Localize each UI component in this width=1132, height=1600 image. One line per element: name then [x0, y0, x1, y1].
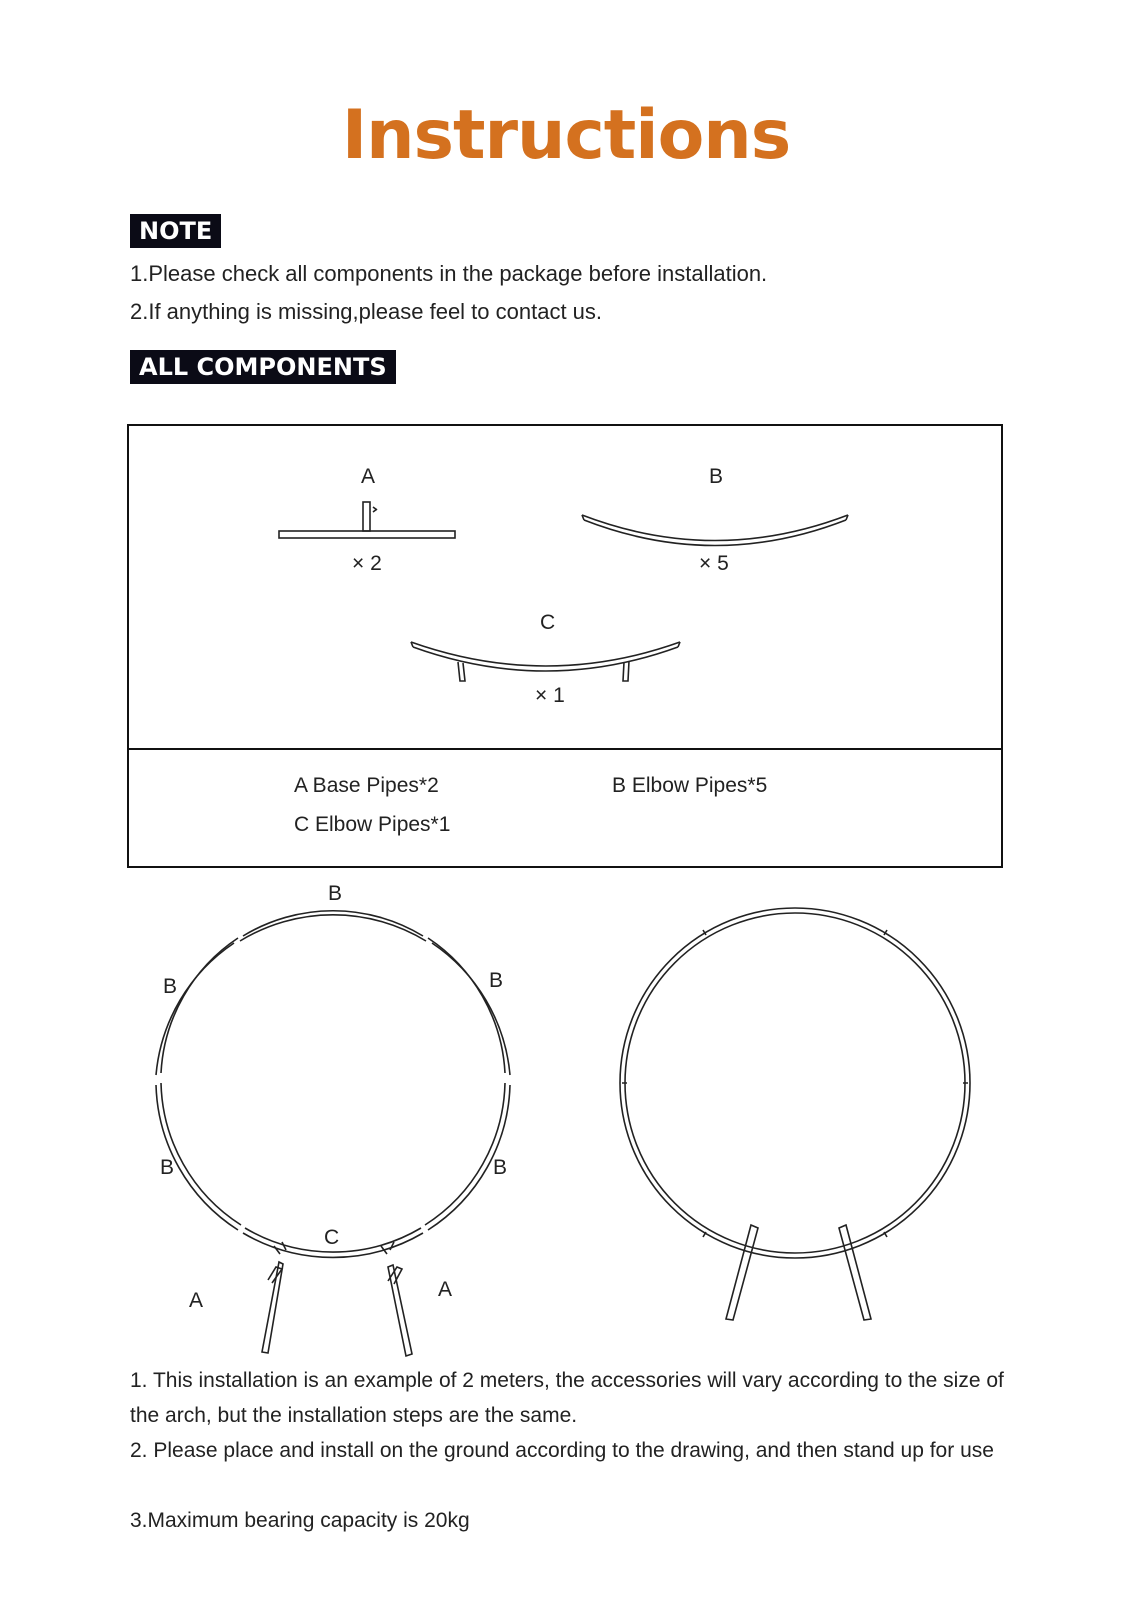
legend-a: A Base Pipes*2 — [294, 774, 439, 797]
diagram-label-b-upper-right: B — [489, 969, 504, 992]
part-c-label: C — [540, 611, 556, 634]
legend-b: B Elbow Pipes*5 — [612, 774, 768, 797]
footer-note-2: 2. Please place and install on the ground according to the drawing, and then stand up for use — [130, 1439, 994, 1462]
part-c-qty: × 1 — [535, 684, 565, 707]
footer-note-3: 3.Maximum bearing capacity is 20kg — [130, 1509, 470, 1532]
part-a-label: A — [361, 465, 376, 488]
diagram-label-c: C — [324, 1226, 340, 1249]
diagram-label-b-lower-left: B — [160, 1156, 175, 1179]
diagram-label-b-top: B — [328, 882, 343, 905]
diagram-label-a-right: A — [438, 1278, 453, 1301]
diagram-label-a-left: A — [189, 1289, 204, 1312]
components-heading: ALL COMPONENTS — [130, 350, 396, 384]
part-b-qty: × 5 — [699, 552, 729, 575]
diagram-label-b-lower-right: B — [493, 1156, 508, 1179]
note-line-2: 2.If anything is missing,please feel to contact us. — [130, 299, 603, 324]
assembled-arch-diagram — [620, 908, 970, 1320]
footer-note-1: 1. This installation is an example of 2 meters, the accessories will vary according to the size of the arch, but the installation steps are the same. — [130, 1369, 1004, 1427]
part-b-label: B — [709, 465, 724, 488]
page-title: Instructions — [341, 96, 791, 175]
note-line-1: 1.Please check all components in the package before installation. — [130, 261, 768, 286]
diagram-label-b-upper-left: B — [163, 975, 178, 998]
part-a-qty: × 2 — [352, 552, 382, 575]
legend-c: C Elbow Pipes*1 — [294, 813, 451, 836]
exploded-arch-diagram — [156, 911, 510, 1356]
note-heading: NOTE — [130, 214, 221, 248]
